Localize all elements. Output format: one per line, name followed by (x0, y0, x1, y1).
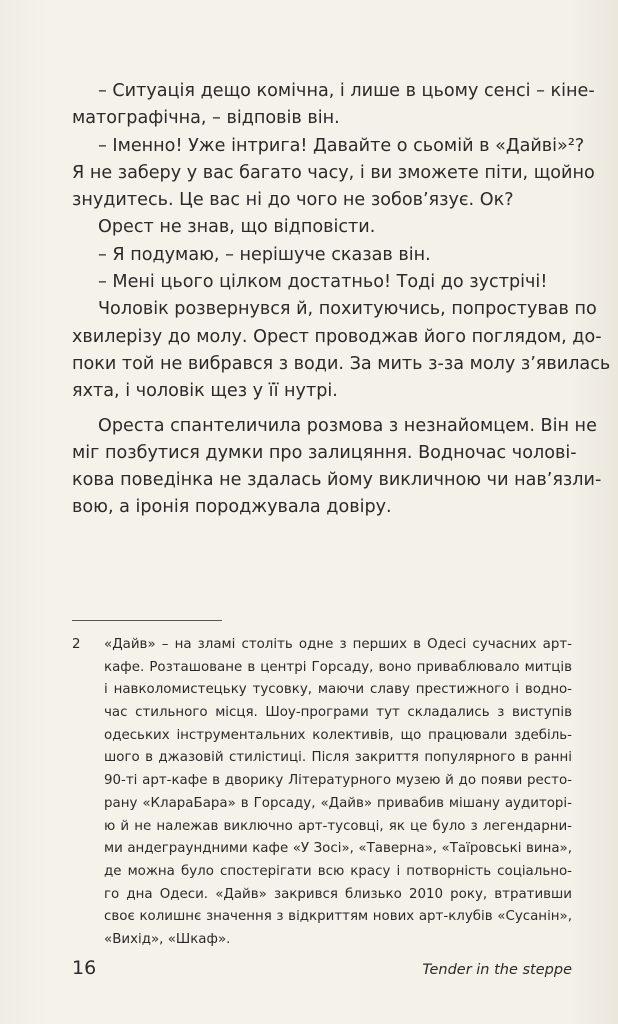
footnote-line: шого в джазовій стилістиці. Після закриття популярного в ранні (104, 750, 572, 766)
text-line: вою, а іронія породжувала довіру. (72, 497, 392, 518)
text-line: яхта, і чоловік щез у її нутрі. (72, 381, 338, 402)
footnote-line: го дна Одеси. «Дайв» закрився близько 2010 року, втративши (104, 886, 572, 902)
text-line: Орест не знав, що відповісти. (98, 217, 376, 238)
text-line: Чоловік розвернувся й, похитуючись, попростував по (98, 299, 597, 320)
footnote-line: одеських інструментальних колективів, що працювали здебіль- (104, 727, 572, 743)
footnote-line: ю й не належав виключно арт-тусовці, як це було з легендарни- (104, 818, 572, 834)
footnote-line: і навколомистецьку тусовку, маючи славу престижного і водно- (104, 682, 572, 698)
footnote-line: «Дайв» – на зламі століть одне з перших в Одесі сучасних арт- (104, 637, 572, 652)
text-line: – Іменно! Уже інтрига! Давайте о сьомій в «Дайві»²? (98, 135, 585, 156)
footnote (72, 634, 572, 952)
text-line: кова поведінка не здалась йому викличною чи нав’язли- (72, 470, 602, 491)
text-line: Ореста спантеличила розмова з незнайомцем. Він не (98, 415, 597, 436)
text-line: матографічна, – відповів він. (72, 108, 340, 129)
footnote-line: рану «КлараБара» в Горсаду, «Дайв» привабив мішану аудиторі- (104, 795, 572, 811)
text-line: поки той не вибрався з води. За мить з-за молу з’явилась (72, 353, 611, 374)
footnote-line: кафе. Розташоване в центрі Горсаду, воно приваблювало митців (104, 659, 572, 675)
text-line: – Я подумаю, – нерішуче сказав він. (98, 244, 431, 265)
paragraph-gap (72, 406, 572, 413)
footnote-divider (72, 620, 222, 621)
footnote-number: 2 (72, 637, 81, 652)
text-line: міг позбутися думки про залицяння. Водночас чолові- (72, 442, 577, 463)
footnote-line: де можна було спостерігати всю красу і потворність соціально- (104, 863, 572, 879)
text-line: – Ситуація дещо комічна, і лише в цьому сенсі – кіне- (98, 81, 595, 101)
footnote-line: «Вихід», «Шкаф». (104, 931, 231, 947)
page-number: 16 (72, 957, 97, 979)
footnote-line: час стильного місця. Шоу-програми тут складались з виступів (104, 705, 572, 721)
footnote-line: ми андеграундними кафе «У Зосі», «Таверна», «Таїровські вина», (104, 841, 572, 857)
footnote-line: 90-ті арт-кафе в дворику Літературного музею й до появи ресто- (104, 773, 572, 789)
text-line: – Мені цього цілком достатньо! Тоді до зустрічі! (98, 272, 548, 293)
text-line: знудитесь. Це вас ні до чого не зобов’язує. Ок? (72, 190, 514, 211)
main-text (72, 78, 611, 522)
footnote-line: своє колишнє значення з відкриттям нових арт-клубів «Сусанін», (104, 909, 572, 925)
running-title: Tender in the steppe (422, 962, 572, 978)
text-line: Я не заберу у вас багато часу, і ви зможете піти, щойно (72, 162, 595, 183)
text-line: хвилерізу до молу. Орест проводжав його поглядом, до- (72, 326, 602, 347)
